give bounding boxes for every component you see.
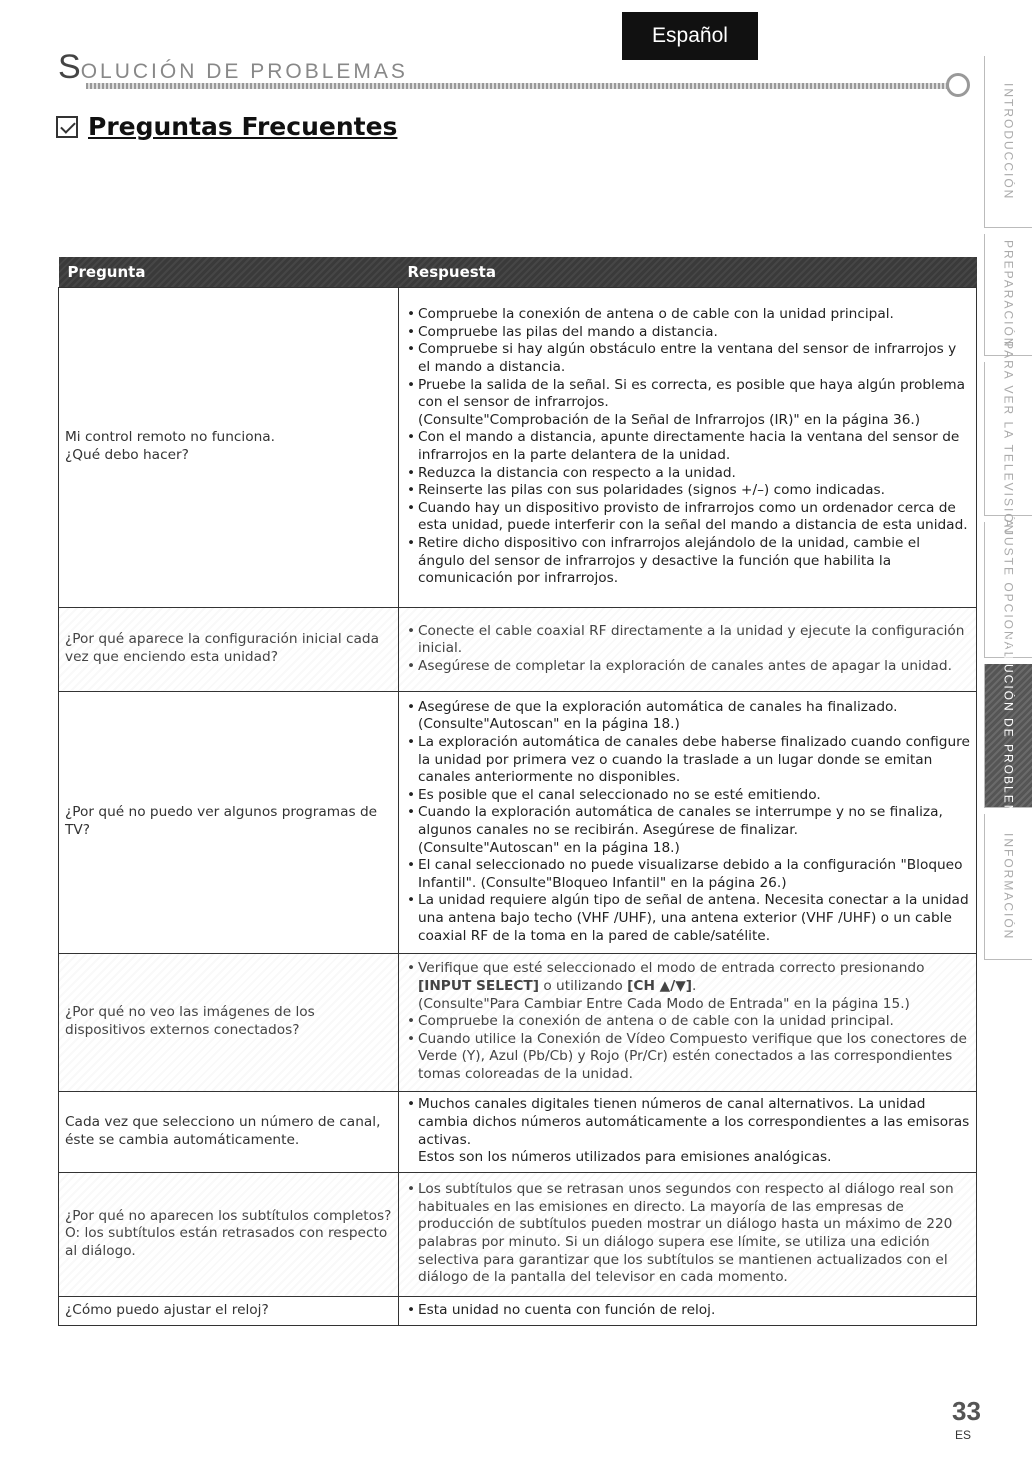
- question-text: ¿Por qué no veo las imágenes de los dispositivos externos conectados?: [65, 1004, 315, 1038]
- faq-heading: [56, 112, 397, 141]
- table-header-row: [59, 257, 977, 287]
- question-text: ¿Qué debo hacer?: [65, 447, 189, 463]
- answer-item: • Reinserte las pilas con sus polaridades (signos +/–) como indicadas.: [405, 482, 970, 500]
- answer-item: • La exploración automática de canales debe haberse finalizado cuando configure la unidad por primera vez o cuando la traslade a un lugar donde se emitan canales anteriormente no disponibles.: [405, 734, 970, 787]
- answer-cell: [399, 287, 977, 607]
- answer-item: • Muchos canales digitales tienen números de canal alternativos. La unidad cambia dichos números automáticamente a los correspondientes a las emisoras activas.: [405, 1096, 970, 1149]
- side-tab-label: INTRODUCCIÓN: [1001, 82, 1016, 201]
- answer-item: • Retire dicho dispositivo con infrarrojos alejándolo de la unidad, cambie el ángulo del sensor de infrarrojos y desactive la función que habilita la comunicación por infrarrojos.: [405, 535, 970, 588]
- table-row: [59, 953, 977, 1091]
- question-cell: [59, 691, 399, 953]
- section-title: [58, 48, 408, 87]
- answer-cell: [399, 607, 977, 691]
- side-tab-ver-television[interactable]: [984, 341, 1032, 536]
- answer-item: • Cuando hay un dispositivo provisto de infrarrojos como un ordenador cerca de esta unidad, puede interferir con la señal del mando a distancia de esta unidad.: [405, 500, 970, 535]
- answer-cell: [399, 1172, 977, 1296]
- answer-cell: [399, 691, 977, 953]
- answer-reference: (Consulte"Autoscan" en la página 18.): [418, 839, 680, 856]
- side-tab-introduccion[interactable]: [984, 56, 1032, 228]
- answer-item: • Pruebe la salida de la señal. Si es correcta, es posible que haya algún problema con el sensor de infrarrojos.: [405, 377, 970, 412]
- side-tab-solucion-problemas[interactable]: [984, 634, 1032, 837]
- answer-item: • Con el mando a distancia, apunte directamente hacia la ventana del sensor de infrarrojos en la parte delantera de la unidad.: [405, 429, 970, 464]
- answer-item: • Es posible que el canal seleccionado no se esté emitiendo.: [405, 787, 970, 805]
- side-tab-preparacion[interactable]: [984, 234, 1032, 356]
- answer-item: • Conecte el cable coaxial RF directamente a la unidad y ejecute la configuración inicial.: [405, 623, 970, 658]
- question-text: Mi control remoto no funciona.: [65, 429, 275, 446]
- faq-table: [58, 257, 977, 1326]
- answer-item: • La unidad requiere algún tipo de señal de antena. Necesita conectar a la unidad una antena bajo techo (VHF /UHF), una antena exterior (VHF /UHF) o un cable coaxial RF de la toma en la pared de cable/satélite.: [405, 892, 970, 945]
- header-question: Pregunta: [59, 257, 399, 287]
- question-text: ¿Por qué aparece la configuración inicial cada vez que enciendo esta unidad?: [65, 631, 380, 665]
- question-cell: [59, 953, 399, 1091]
- question-cell: [59, 287, 399, 607]
- answer-item: • Asegúrese de que la exploración automática de canales ha finalizado.: [405, 699, 970, 717]
- checkbox-icon: [56, 116, 78, 138]
- answer-item: • Asegúrese de completar la exploración de canales antes de apagar la unidad.: [405, 658, 970, 676]
- table-row: [59, 1296, 977, 1325]
- side-tab-label: AJUSTE OPCIONAL: [1001, 518, 1016, 661]
- answer-item: • Compruebe la conexión de antena o de cable con la unidad principal.: [405, 1013, 970, 1031]
- table-row: [59, 607, 977, 691]
- answer-reference: (Consulte"Comprobación de la Señal de Infrarrojos (IR)" en la página 36.): [418, 411, 921, 428]
- answer-text: .: [692, 978, 697, 995]
- question-cell: [59, 607, 399, 691]
- side-tab-label: PARA VER LA TELEVISIÓN: [1001, 341, 1016, 536]
- page-number: 33: [952, 1396, 981, 1426]
- answer-cell: [399, 1296, 977, 1325]
- page-language: ES: [955, 1428, 972, 1442]
- language-tab: Español: [622, 12, 758, 60]
- question-text: Cada vez que selecciono un número de canal, éste se cambia automáticamente.: [65, 1113, 381, 1148]
- table-row: [59, 691, 977, 953]
- table-row: [59, 287, 977, 607]
- question-text: ¿Por qué no aparecen los subtítulos completos?: [65, 1207, 392, 1224]
- answer-text: Verifique que esté seleccionado el modo de entrada correcto presionando: [418, 960, 925, 977]
- answer-item: • Compruebe si hay algún obstáculo entre la ventana del sensor de infrarrojos y el mando a distancia.: [405, 341, 970, 376]
- title-rule-end-icon: [946, 73, 970, 97]
- answer-item: • Los subtítulos que se retrasan unos segundos con respecto al diálogo real son habituales en las emisiones en directo. La mayoría de las empresas de producción de subtítulos pueden mostrar un diálogo hasta un máximo de 220 palabras por minuto. Si un diálogo supera ese límite, se utiliza una edición selectiva para garantizar que los subtítulos se mantienen actualizados con el diálogo de la pantalla del televisor en cada momento.: [405, 1181, 970, 1287]
- answer-note: Estos son los números utilizados para emisiones analógicas.: [418, 1149, 832, 1166]
- answer-item: • Reduzca la distancia con respecto a la unidad.: [405, 465, 970, 483]
- answer-cell: [399, 953, 977, 1091]
- input-select-key: [INPUT SELECT]: [418, 978, 539, 995]
- answer-text: o utilizando: [538, 978, 628, 995]
- side-tab-label: PREPARACIÓN: [1001, 240, 1016, 349]
- title-rule: [86, 83, 952, 89]
- side-tab-label: INFORMACIÓN: [1001, 832, 1016, 941]
- question-cell: [59, 1091, 399, 1172]
- question-cell: [59, 1296, 399, 1325]
- channel-key: [CH ▲/▼]: [627, 978, 692, 995]
- answer-item: • Compruebe las pilas del mando a distancia.: [405, 324, 970, 342]
- table-row: [59, 1172, 977, 1296]
- question-text: ¿Cómo puedo ajustar el reloj?: [65, 1301, 269, 1318]
- side-tab-informacion[interactable]: [984, 814, 1032, 960]
- faq-title: Preguntas Frecuentes: [88, 112, 398, 141]
- answer-reference: (Consulte"Para Cambiar Entre Cada Modo de Entrada" en la página 15.): [418, 995, 910, 1012]
- question-text: ¿Por qué no puedo ver algunos programas de TV?: [65, 804, 378, 838]
- section-title-initial: S: [58, 48, 81, 86]
- answer-item: • Compruebe la conexión de antena o de cable con la unidad principal.: [405, 306, 970, 324]
- answer-item: [405, 960, 970, 995]
- header-answer: Respuesta: [399, 257, 977, 287]
- answer-item: • Cuando la exploración automática de canales se interrumpe y no se finaliza, algunos canales no se recibirán. Asegúrese de finalizar.: [405, 804, 970, 839]
- section-title-rest: OLUCIÓN DE PROBLEMAS: [80, 60, 408, 83]
- answer-item: • Esta unidad no cuenta con función de reloj.: [405, 1302, 970, 1320]
- table-row: [59, 1091, 977, 1172]
- question-cell: [59, 1172, 399, 1296]
- answer-item: • El canal seleccionado no puede visualizarse debido a la configuración "Bloqueo Infantil". (Consulte"Bloqueo Infantil" en la página 26.): [405, 857, 970, 892]
- answer-reference: (Consulte"Autoscan" en la página 18.): [418, 716, 680, 733]
- side-tab-label: SOLUCIÓN DE PROBLEMAS: [1001, 634, 1016, 837]
- question-text: O: los subtítulos están retrasados con respecto al diálogo.: [65, 1225, 388, 1259]
- answer-item: • Cuando utilice la Conexión de Vídeo Compuesto verifique que los conectores de Verde (Y), Azul (Pb/Cb) y Rojo (Pr/Cr) estén conectados a las correspondientes tomas coloreadas de la unidad.: [405, 1031, 970, 1084]
- answer-cell: [399, 1091, 977, 1172]
